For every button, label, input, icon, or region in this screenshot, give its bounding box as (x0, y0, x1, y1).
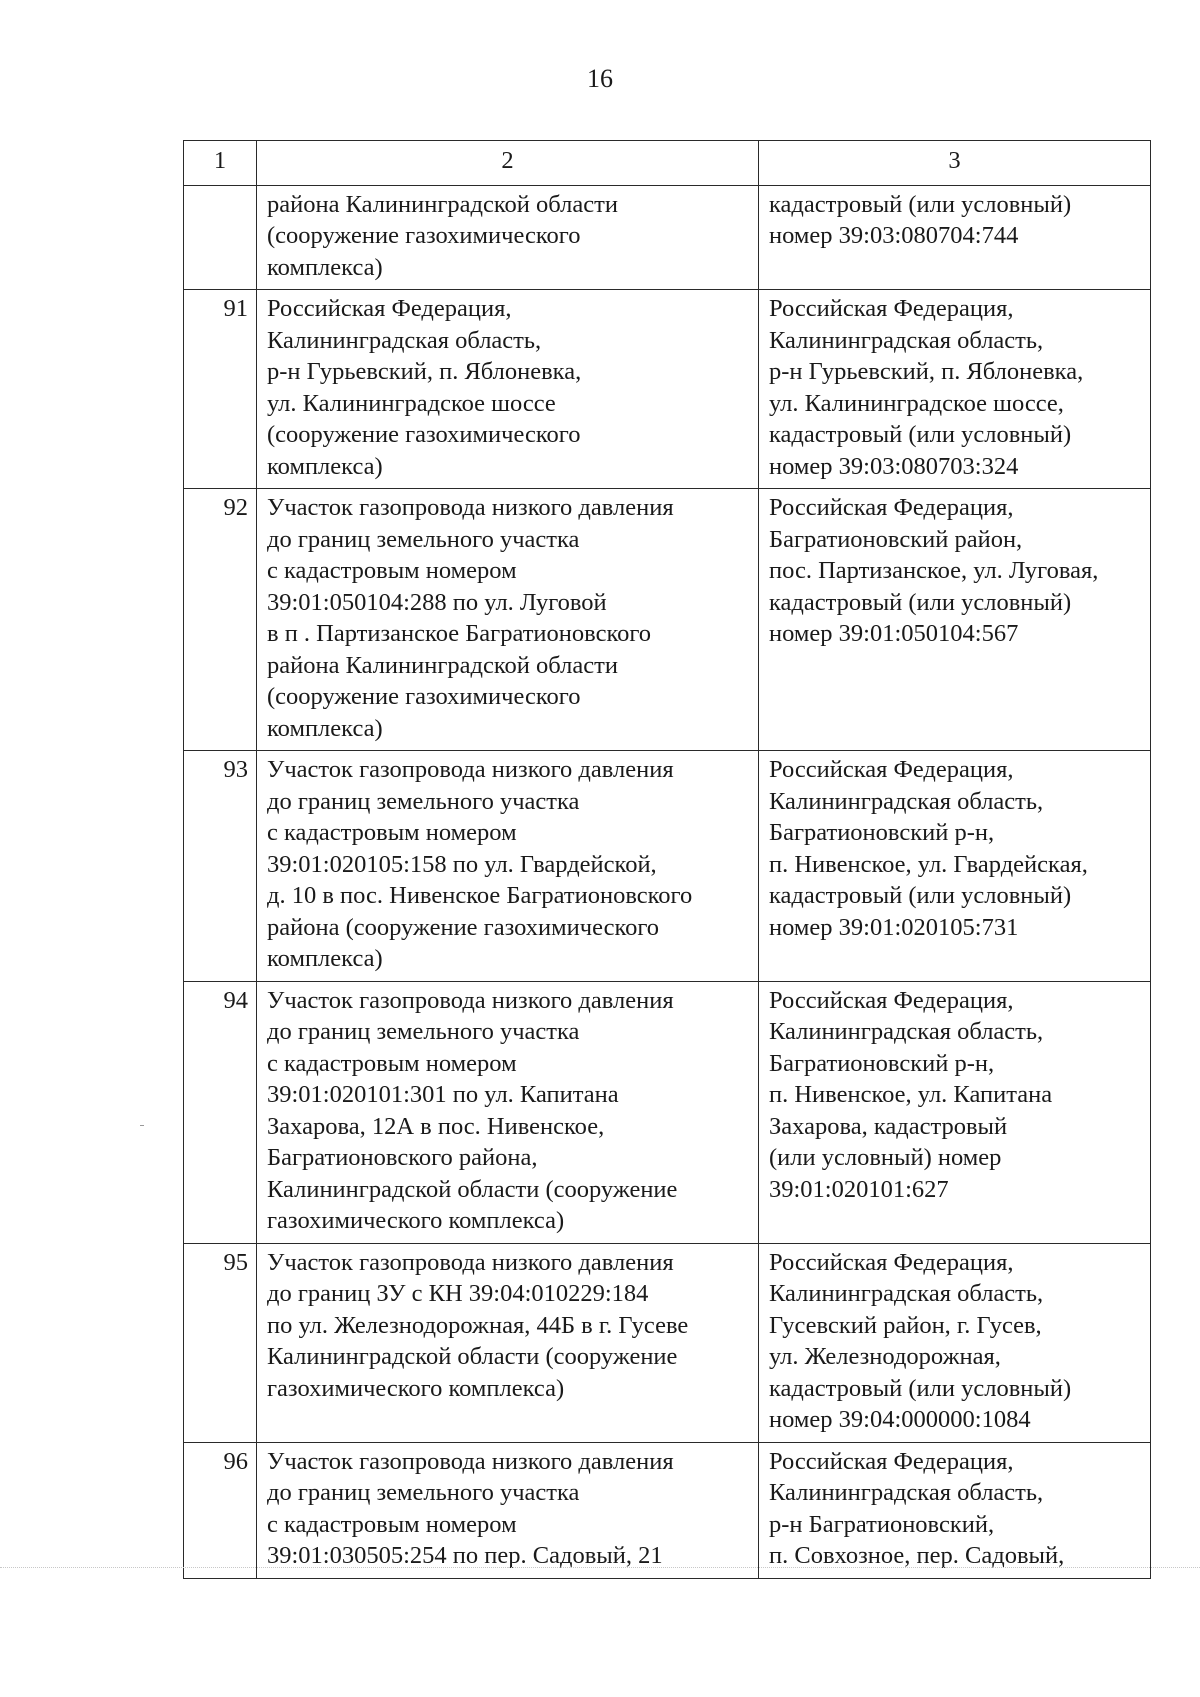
object-description-cell (257, 1442, 759, 1578)
address-line: Калининградская область, (769, 1479, 1044, 1506)
address-line: пос. Партизанское, ул. Луговая, (769, 557, 1099, 584)
address-line: р-н Багратионовский, (769, 1510, 995, 1538)
address-cadastral-cell (759, 751, 1151, 982)
object-description-line: с кадастровым номером (267, 1510, 517, 1538)
address-cadastral-cell (759, 489, 1151, 751)
header-col-1: 1 (184, 141, 257, 186)
object-description-line: Участок газопровода низкого давления (267, 1447, 674, 1475)
address-cadastral-cell (759, 185, 1151, 290)
table-row (184, 1243, 1151, 1442)
address-cadastral-cell (759, 1442, 1151, 1578)
table-row (184, 185, 1151, 290)
address-line: Багратионовский район, (769, 525, 1023, 553)
object-description-cell (257, 981, 759, 1243)
address-line: номер 39:01:020105:731 (769, 913, 1019, 941)
object-description-cell (257, 1243, 759, 1442)
scan-fold-line (0, 1567, 1200, 1568)
address-line: номер 39:03:080703:324 (769, 452, 1019, 480)
address-line: номер 39:04:000000:1084 (769, 1406, 1031, 1433)
object-description-line: Калининградской области (сооружение (267, 1343, 678, 1370)
object-description-line: с кадастровым номером (267, 557, 517, 584)
object-description-line: 39:01:020105:158 по ул. Гвардейской, (267, 850, 657, 878)
address-line: (или условный) номер (769, 1144, 1002, 1171)
object-description-line: (сооружение газохимического (267, 421, 581, 448)
object-description-line: до границ земельного участка (267, 1479, 580, 1506)
row-number: 92 (184, 489, 257, 751)
header-col-2: 2 (257, 141, 759, 186)
object-description-line: Участок газопровода низкого давления (267, 756, 674, 783)
page-number: 16 (587, 64, 613, 93)
address-line: 39:01:020101:627 (769, 1175, 949, 1203)
table-body (184, 185, 1151, 1578)
header-row (184, 141, 1151, 186)
object-description-line: Багратионовского района, (267, 1144, 538, 1171)
address-line: Российская Федерация, (769, 1248, 1014, 1276)
object-description-cell (257, 185, 759, 290)
object-description-line: до границ земельного участка (267, 525, 580, 553)
object-description-line: комплекса) (267, 945, 383, 972)
object-description-line: Участок газопровода низкого давления (267, 986, 674, 1014)
object-description-line: Калининградской области (сооружение (267, 1175, 678, 1203)
object-description-cell (257, 751, 759, 982)
address-line: кадастровый (или условный) (769, 190, 1072, 218)
object-description-line: до границ ЗУ с КН 39:04:010229:184 (267, 1280, 649, 1307)
object-description-line: по ул. Железнодорожная, 44Б в г. Гусеве (267, 1311, 689, 1339)
address-line: Калининградская область, (769, 1280, 1044, 1307)
object-description-line: до границ земельного участка (267, 787, 580, 815)
object-description-line: (сооружение газохимического (267, 222, 581, 249)
address-line: п. Нивенское, ул. Гвардейская, (769, 850, 1088, 878)
address-cadastral-cell (759, 290, 1151, 489)
object-description-line: Калининградская область, (267, 326, 542, 354)
object-description-line: (сооружение газохимического (267, 683, 581, 710)
row-number: 94 (184, 981, 257, 1243)
row-number: 96 (184, 1442, 257, 1578)
address-line: р-н Гурьевский, п. Яблоневка, (769, 358, 1084, 385)
object-description-line: с кадастровым номером (267, 819, 517, 846)
row-number: 95 (184, 1243, 257, 1442)
object-description-line: р-н Гурьевский, п. Яблоневка, (267, 358, 582, 385)
address-line: Российская Федерация, (769, 1447, 1014, 1475)
address-line: кадастровый (или условный) (769, 421, 1072, 448)
address-cadastral-cell (759, 1243, 1151, 1442)
header-col-3: 3 (759, 141, 1151, 186)
address-line: Российская Федерация, (769, 295, 1014, 322)
object-description-line: газохимического комплекса) (267, 1207, 565, 1234)
address-line: Захарова, кадастровый (769, 1112, 1008, 1140)
address-line: Калининградская область, (769, 326, 1044, 354)
table-row (184, 290, 1151, 489)
table-row (184, 489, 1151, 751)
object-description-line: 39:01:020101:301 по ул. Капитана (267, 1081, 619, 1108)
object-description-line: газохимического комплекса) (267, 1374, 565, 1402)
object-description-cell (257, 489, 759, 751)
object-description-line: 39:01:030505:254 по пер. Садовый, 21 (267, 1542, 663, 1569)
object-description-line: района Калининградской области (267, 190, 618, 218)
address-line: номер 39:01:050104:567 (769, 620, 1019, 647)
row-number: 93 (184, 751, 257, 982)
object-description-line: с кадастровым номером (267, 1049, 517, 1077)
object-description-line: в п . Партизанское Багратионовского (267, 620, 652, 647)
address-line: кадастровый (или условный) (769, 588, 1072, 616)
address-line: Калининградская область, (769, 1018, 1044, 1045)
address-line: кадастровый (или условный) (769, 1374, 1072, 1402)
object-description-line: до границ земельного участка (267, 1018, 580, 1045)
address-line: ул. Калининградское шоссе, (769, 389, 1064, 417)
object-description-line: района (сооружение газохимического (267, 913, 660, 941)
object-description-line: комплекса) (267, 452, 383, 480)
object-description-line: Участок газопровода низкого давления (267, 1248, 674, 1276)
row-number (184, 185, 257, 290)
address-cadastral-cell (759, 981, 1151, 1243)
table-header (184, 141, 1151, 186)
object-description-line: района Калининградской области (267, 651, 618, 679)
address-line: п. Нивенское, ул. Капитана (769, 1081, 1053, 1108)
address-line: Российская Федерация, (769, 494, 1014, 521)
scan-mark (140, 1125, 144, 1126)
object-description-line: Участок газопровода низкого давления (267, 494, 674, 521)
address-line: Гусевский район, г. Гусев, (769, 1311, 1042, 1339)
address-line: Российская Федерация, (769, 986, 1014, 1014)
table-row (184, 981, 1151, 1243)
table-row (184, 1442, 1151, 1578)
object-description-line: комплекса) (267, 714, 383, 742)
registry-table (183, 140, 1151, 1579)
object-description-line: Захарова, 12А в пос. Нивенское, (267, 1112, 605, 1140)
address-line: Российская Федерация, (769, 756, 1014, 783)
address-line: п. Совхозное, пер. Садовый, (769, 1542, 1065, 1569)
object-description-cell (257, 290, 759, 489)
row-number: 91 (184, 290, 257, 489)
object-description-line: комплекса) (267, 253, 383, 281)
address-line: номер 39:03:080704:744 (769, 222, 1019, 249)
address-line: Багратионовский р-н, (769, 1049, 995, 1077)
object-description-line: Российская Федерация, (267, 295, 512, 322)
address-line: ул. Железнодорожная, (769, 1343, 1001, 1370)
address-line: Калининградская область, (769, 787, 1044, 815)
object-description-line: д. 10 в пос. Нивенское Багратионовского (267, 882, 693, 909)
address-line: Багратионовский р-н, (769, 819, 995, 846)
object-description-line: ул. Калининградское шоссе (267, 389, 556, 417)
table-row (184, 751, 1151, 982)
address-line: кадастровый (или условный) (769, 882, 1072, 909)
object-description-line: 39:01:050104:288 по ул. Луговой (267, 588, 607, 616)
